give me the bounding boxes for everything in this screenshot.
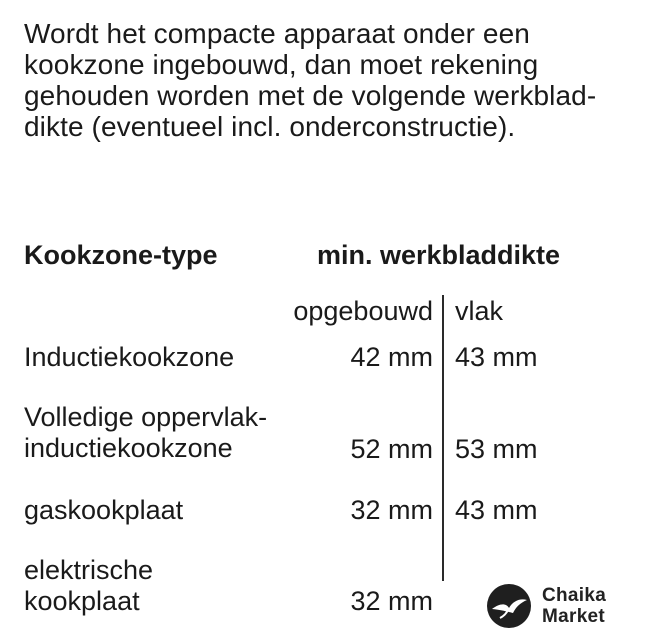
row-label-line: kookplaat <box>24 586 140 616</box>
row-value-vlak: 43 mm <box>455 495 538 525</box>
watermark-line: Chaika <box>542 585 607 606</box>
subheader-opgebouwd: opgebouwd <box>293 296 433 326</box>
column-header-thickness: min. werkbladdikte <box>317 240 561 270</box>
row-label-line: gaskookplaat <box>24 495 184 525</box>
watermark-text <box>542 585 606 627</box>
row-label <box>24 402 267 464</box>
column-divider <box>442 295 444 581</box>
watermark-line: Market <box>542 606 606 627</box>
intro-line: dikte (eventueel incl. onderconstructie). <box>24 111 516 142</box>
row-value-opgebouwd: 32 mm <box>350 495 433 525</box>
intro-line: kookzone ingebouwd, dan moet rekening <box>24 49 539 80</box>
subheader-vlak: vlak <box>455 296 504 326</box>
intro-paragraph <box>24 18 664 142</box>
row-value-opgebouwd: 52 mm <box>350 434 433 464</box>
bird-logo-icon <box>486 583 532 629</box>
row-label-line: elektrische <box>24 555 154 585</box>
watermark <box>482 572 671 640</box>
row-value-opgebouwd: 42 mm <box>350 342 433 372</box>
row-label-line: inductiekookzone <box>24 433 233 463</box>
intro-line: Wordt het compacte apparaat onder een <box>24 18 530 49</box>
row-label-line: Inductiekookzone <box>24 342 235 372</box>
column-header-type: Kookzone-type <box>24 240 218 270</box>
row-label <box>24 495 183 526</box>
row-label <box>24 342 234 373</box>
row-value-opgebouwd: 32 mm <box>350 586 433 616</box>
row-value-vlak: 53 mm <box>455 434 538 464</box>
row-label <box>24 555 153 617</box>
intro-line: gehouden worden met de volgende werkblad- <box>24 80 597 111</box>
row-value-vlak: 43 mm <box>455 342 538 372</box>
row-label-line: Volledige oppervlak- <box>24 402 268 432</box>
